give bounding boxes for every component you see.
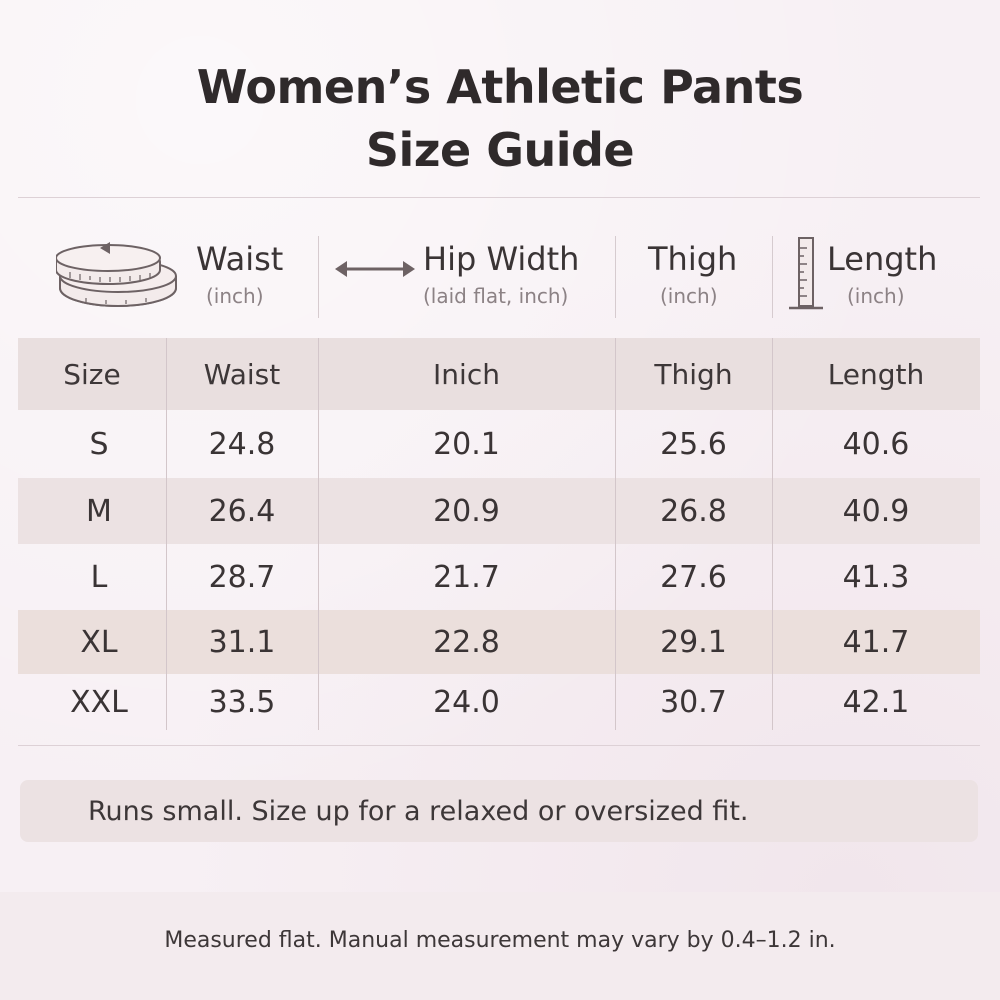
ruler-icon	[787, 236, 825, 312]
table-row	[18, 544, 980, 610]
column-divider	[166, 338, 167, 730]
header-length-label: Length	[827, 240, 938, 278]
table-header-row	[18, 338, 980, 410]
size-cell: S	[89, 426, 109, 462]
measuring-tape-icon	[56, 236, 180, 312]
hip-cell: 20.1	[433, 426, 500, 462]
length-cell: 41.7	[842, 624, 910, 660]
waist-cell: 31.1	[208, 624, 276, 660]
divider-top	[18, 197, 980, 198]
waist-cell: 26.4	[208, 493, 276, 529]
hip-cell: 20.9	[433, 493, 500, 529]
hip-cell: 22.8	[433, 624, 500, 660]
table-row	[18, 410, 980, 478]
length-cell: 41.3	[842, 559, 910, 595]
header-length	[773, 236, 980, 320]
length-cell: 40.9	[842, 493, 910, 529]
size-cell: L	[90, 559, 108, 595]
length-cell: 42.1	[842, 684, 910, 720]
length-cell: 40.6	[842, 426, 910, 462]
table-row	[18, 610, 980, 674]
footer-disclaimer: Measured flat. Manual measurement may vary by 0.4–1.2 in.	[164, 928, 836, 953]
column-header-size: Size	[63, 357, 121, 391]
thigh-cell: 26.8	[660, 493, 727, 529]
column-divider	[318, 338, 319, 730]
column-header-waist: Waist	[203, 357, 281, 391]
waist-cell: 28.7	[208, 559, 276, 595]
header-thigh-sub: (inch)	[660, 284, 718, 308]
double-arrow-icon	[335, 258, 415, 280]
header-waist-sub: (inch)	[206, 284, 264, 308]
header-thigh	[616, 236, 772, 320]
hip-cell: 24.0	[433, 684, 500, 720]
header-thigh-label: Thigh	[648, 240, 738, 278]
column-header-length: Length	[827, 357, 925, 391]
thigh-cell: 30.7	[660, 684, 727, 720]
size-cell: XL	[80, 624, 118, 660]
thigh-cell: 25.6	[660, 426, 727, 462]
waist-cell: 24.8	[208, 426, 276, 462]
title-line-2: Size Guide	[365, 122, 635, 177]
column-divider	[772, 338, 773, 730]
size-cell: XXL	[70, 684, 128, 720]
hip-cell: 21.7	[433, 559, 500, 595]
header-length-sub: (inch)	[847, 284, 905, 308]
table-row	[18, 478, 980, 544]
title-line-1: Women’s Athletic Pants	[196, 60, 804, 114]
header-waist-label: Waist	[196, 240, 284, 278]
waist-cell: 33.5	[208, 684, 276, 720]
divider-bottom	[18, 745, 980, 746]
table-row	[18, 674, 980, 730]
header-waist	[18, 236, 318, 320]
thigh-cell: 27.6	[660, 559, 727, 595]
column-divider	[615, 338, 616, 730]
header-hip-width	[319, 236, 615, 320]
page-title	[0, 56, 1000, 181]
fit-note	[20, 780, 978, 842]
thigh-cell: 29.1	[660, 624, 727, 660]
column-header-hip: Inich	[433, 357, 500, 391]
header-hip-label: Hip Width	[423, 240, 580, 278]
size-cell: M	[86, 493, 112, 529]
column-header-thigh: Thigh	[654, 357, 733, 391]
fit-note-text: Runs small. Size up for a relaxed or oversized fit.	[88, 795, 749, 827]
header-hip-sub: (laid flat, inch)	[423, 284, 569, 308]
